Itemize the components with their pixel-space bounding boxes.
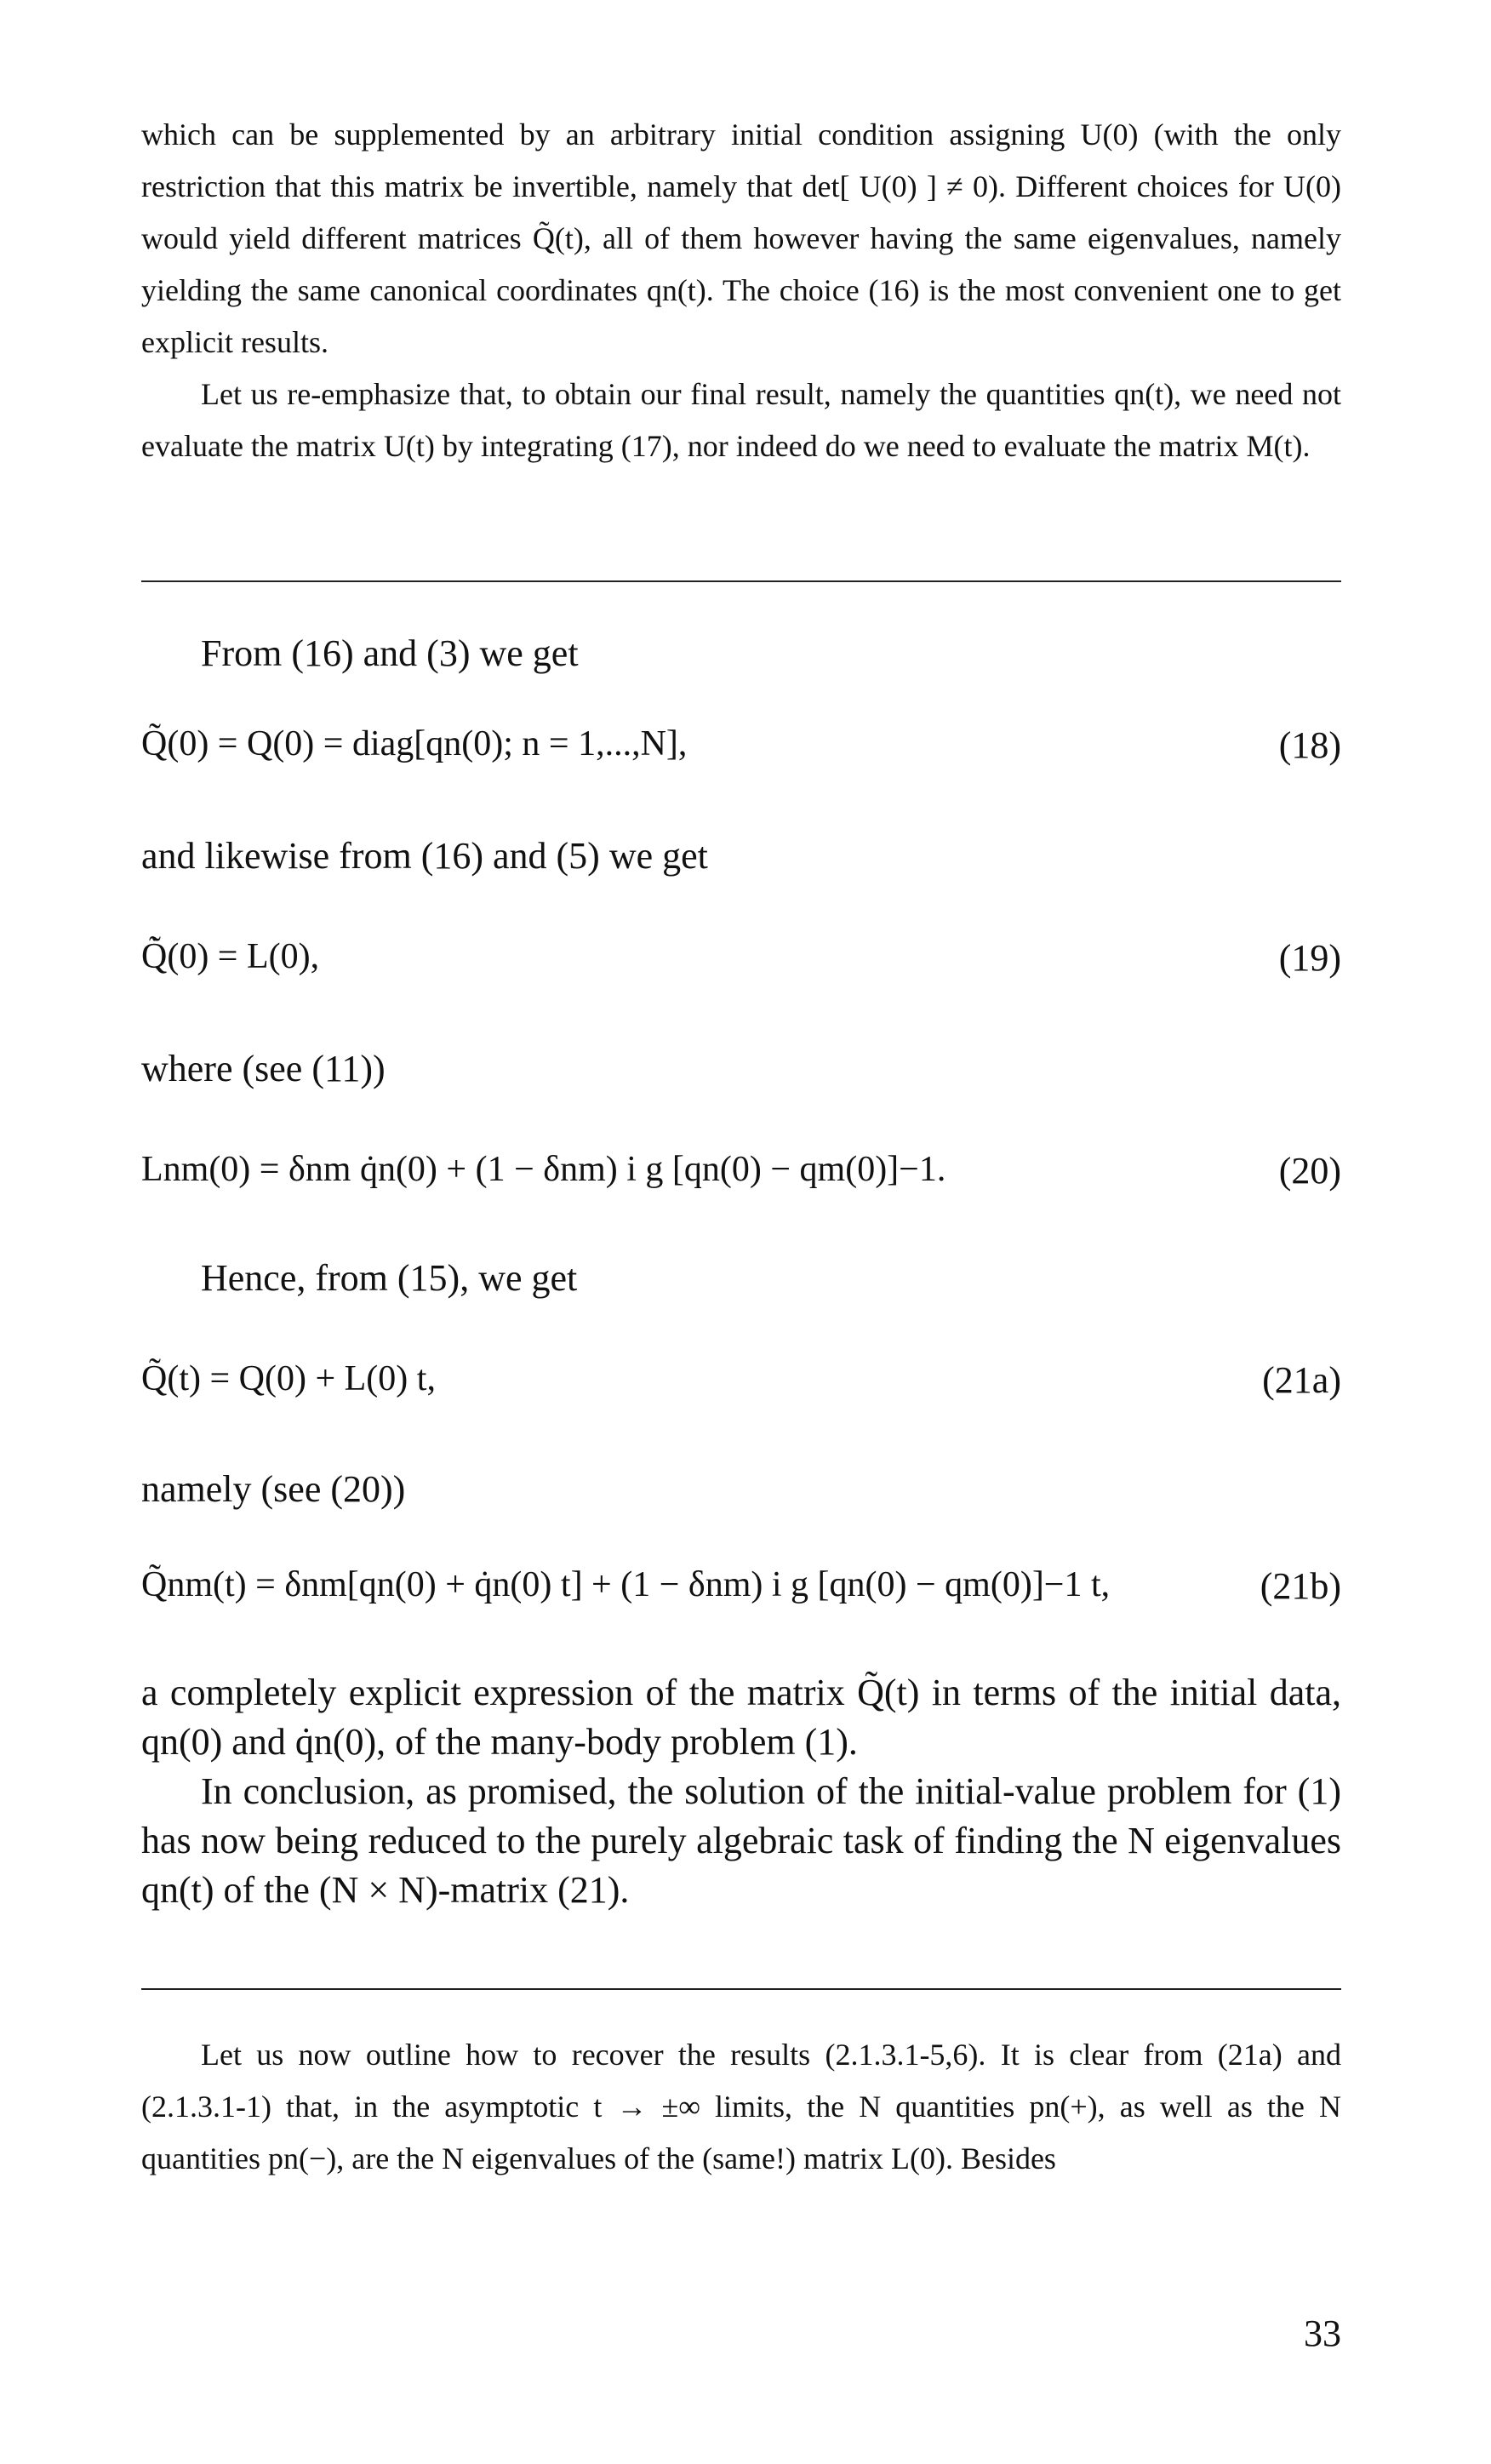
text-likewise: and likewise from (16) and (5) we get: [141, 835, 708, 877]
equation-18-expr: Q̃(0) = Q(0) = diag[qn(0); n = 1,...,N],: [141, 724, 688, 763]
text-hence: Hence, from (15), we get: [201, 1257, 578, 1299]
text-namely: namely (see (20)): [141, 1468, 406, 1510]
top-paragraphs: [141, 109, 1341, 472]
equation-21a-expr: Q̃(t) = Q(0) + L(0) t,: [141, 1359, 436, 1398]
page-number: 33: [1304, 2313, 1341, 2354]
equation-20-expr: Lnm(0) = δnm q̇n(0) + (1 − δnm) i g [qn(0) − qm(0)]−1.: [141, 1150, 946, 1189]
horizontal-rule-1: [141, 580, 1341, 582]
paragraph-bottom: [141, 2029, 1341, 2185]
equation-20: [141, 1149, 1341, 1209]
equation-21b: [141, 1564, 1341, 1624]
equation-21b-number: (21b): [1260, 1565, 1341, 1607]
text-block-conclusion: [141, 1668, 1341, 1915]
equation-19-number: (19): [1278, 937, 1341, 979]
equation-21a: [141, 1358, 1341, 1418]
horizontal-rule-2: [141, 1988, 1341, 1990]
equation-21b-expr: Q̃nm(t) = δnm[qn(0) + q̇n(0) t] + (1 − δnm) i g [qn(0) − qm(0)]−1 t,: [141, 1565, 1111, 1604]
equation-19-expr: Q̃̇(0) = L(0),: [141, 937, 320, 976]
text-where: where (see (11)): [141, 1048, 386, 1089]
equation-18: [141, 723, 1341, 783]
paragraph-top-2: Let us re-emphasize that, to obtain our final result, namely the quantities qn(t), we need not evaluate the matrix U(t) by integrating (17), nor indeed do we need to evaluate the matrix M(t).: [141, 377, 1341, 463]
equation-20-number: (20): [1278, 1150, 1341, 1192]
text-conclusion: In conclusion, as promised, the solution of the initial-value problem for (1) has now being reduced to the purely algebraic task of finding the N eigenvalues qn(t) of the (N × N)-matrix (21).: [141, 1770, 1341, 1911]
paragraph-top-1: which can be supplemented by an arbitrary initial condition assigning U(0) (with the only restriction that this matrix be invertible, namely that det[ U(0) ] ≠ 0). Different choices for U(0) would yield different matrices Q̃(t), all of them however having the same eigenvalues, namely yielding the same canonical coordinates qn(t). The choice (16) is the most convenient one to get explicit results.: [141, 117, 1341, 359]
paragraph-bottom-text: Let us now outline how to recover the results (2.1.3.1-5,6). It is clear from (21a) and (2.1.3.1-1) that, in the asymptotic t → ±∞ limits, the N quantities pn(+), as well as the N quantities pn(−), are the N eigenvalues of the (same!) matrix L(0). Besides: [141, 2038, 1341, 2175]
equation-19: [141, 936, 1341, 996]
text-explicit: a completely explicit expression of the matrix Q̃(t) in terms of the initial data, qn(0) and q̇n(0), of the many-body problem (1).: [141, 1672, 1341, 1763]
text-from16and3: From (16) and (3) we get: [201, 632, 579, 674]
equation-18-number: (18): [1278, 724, 1341, 766]
equation-21a-number: (21a): [1262, 1359, 1341, 1401]
